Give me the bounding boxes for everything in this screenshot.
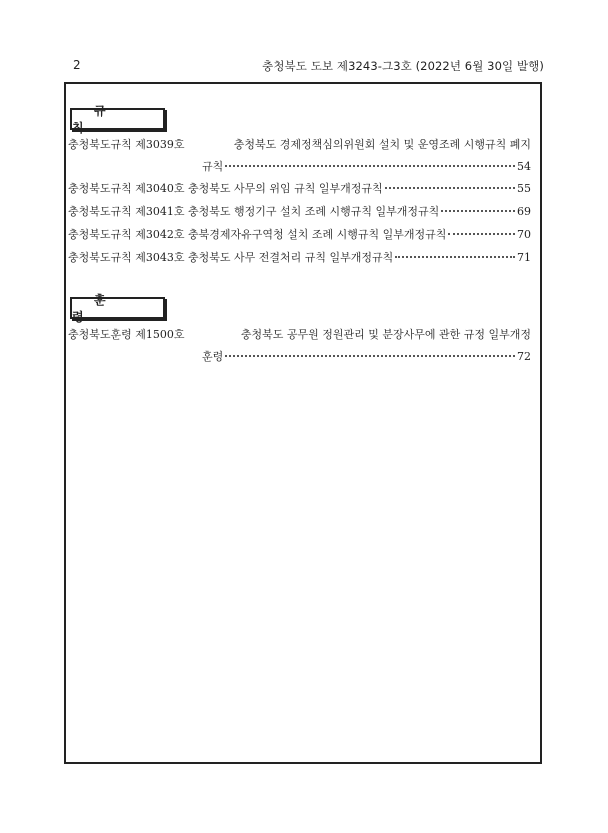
- section-label-directives: 훈 령: [70, 297, 165, 319]
- entry-title-continued: 훈령: [202, 350, 224, 363]
- toc-entry-rule-3043[interactable]: [68, 247, 531, 269]
- dot-leader: [441, 210, 515, 212]
- dot-leader: [385, 187, 515, 189]
- entry-page: 70: [517, 228, 531, 241]
- dot-leader: [448, 233, 515, 235]
- entry-title: 충청북도 행정기구 설치 조례 시행규칙 일부개정규칙: [188, 205, 440, 218]
- toc-entry-directive-1500[interactable]: [68, 324, 531, 368]
- entry-number: 충청북도규칙 제3039호: [68, 138, 185, 151]
- entry-number: 충청북도규칙 제3042호: [68, 228, 185, 241]
- entry-page: 54: [517, 160, 531, 173]
- toc-entry-rule-3041[interactable]: [68, 201, 531, 223]
- entry-page: 69: [517, 205, 531, 218]
- entry-title: 충청북도 사무 전결처리 규칙 일부개정규칙: [188, 251, 394, 264]
- entry-title: 충북경제자유구역청 설치 조례 시행규칙 일부개정규칙: [188, 228, 447, 241]
- toc-entry-rule-3039[interactable]: [68, 134, 531, 178]
- entry-page: 71: [517, 251, 531, 264]
- page-number: 2: [73, 58, 81, 72]
- entry-number: 충청북도규칙 제3043호: [68, 251, 185, 264]
- section-label-rules: 규 칙: [70, 108, 165, 130]
- entry-number: 충청북도훈령 제1500호: [68, 328, 185, 341]
- entry-title-continued: 규칙: [202, 160, 224, 173]
- toc-entry-rule-3040[interactable]: [68, 178, 531, 200]
- entry-page: 55: [517, 182, 531, 195]
- dot-leader: [225, 355, 515, 357]
- entry-title: 충청북도 사무의 위임 규칙 일부개정규칙: [188, 182, 383, 195]
- entry-number: 충청북도규칙 제3040호: [68, 182, 185, 195]
- publication-header: 충청북도 도보 제3243-그3호 (2022년 6월 30일 발행): [262, 59, 544, 73]
- toc-entry-rule-3042[interactable]: [68, 224, 531, 246]
- entry-number: 충청북도규칙 제3041호: [68, 205, 185, 218]
- dot-leader: [395, 256, 515, 258]
- entry-title: 충청북도 공무원 정원관리 및 분장사무에 관한 규정 일부개정: [240, 328, 531, 341]
- entry-page: 72: [517, 350, 531, 363]
- entry-title: 충청북도 경제정책심의위원회 설치 및 운영조례 시행규칙 폐지: [233, 138, 531, 151]
- dot-leader: [225, 165, 515, 167]
